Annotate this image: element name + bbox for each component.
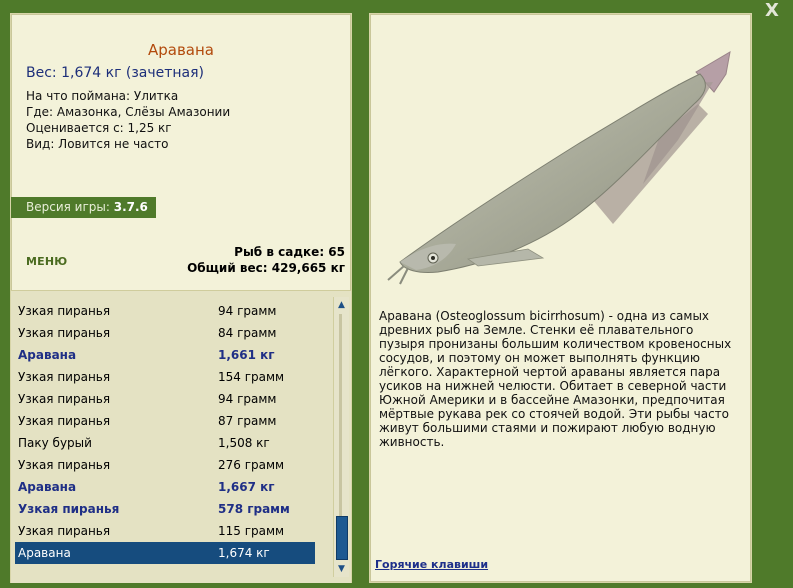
scroll-down-arrow-icon[interactable]: ▼ (338, 564, 345, 574)
catch-fish-name: Паку бурый (18, 436, 92, 450)
catch-list-row[interactable] (15, 498, 315, 520)
scroll-thumb[interactable] (336, 516, 348, 560)
location-info: Где: Амазонка, Слёзы Амазонии (26, 105, 231, 119)
fish-image (378, 44, 743, 289)
catch-fish-weight: 1,508 кг (218, 436, 270, 450)
catch-list-row[interactable] (15, 410, 315, 432)
catch-fish-name: Аравана (18, 480, 77, 494)
catch-list-row[interactable] (15, 388, 315, 410)
catch-list-row[interactable] (15, 322, 315, 344)
catch-list-row[interactable] (15, 476, 315, 498)
catch-list-scrollbar[interactable] (333, 297, 349, 577)
catch-fish-name: Узкая пиранья (18, 304, 111, 318)
game-version (11, 197, 156, 218)
catch-fish-name: Узкая пиранья (18, 392, 111, 406)
catch-fish-name: Аравана (18, 348, 77, 362)
catch-fish-weight: 94 грамм (218, 392, 277, 406)
catch-list-row[interactable] (15, 344, 315, 366)
fish-description-panel (369, 13, 752, 583)
catch-list-row[interactable] (15, 520, 315, 542)
catch-fish-weight: 276 грамм (218, 458, 285, 472)
catch-info-panel (10, 13, 352, 583)
rarity-info: Вид: Ловится не часто (26, 137, 169, 151)
catch-list-row[interactable] (15, 366, 315, 388)
catch-fish-weight: 154 грамм (218, 370, 285, 384)
catch-fish-weight: 1,667 кг (218, 480, 275, 494)
arowana-fish-illustration (378, 44, 743, 289)
scroll-up-arrow-icon[interactable]: ▲ (338, 300, 345, 310)
menu-button[interactable]: МЕНЮ (26, 255, 68, 268)
catch-fish-weight: 578 грамм (218, 502, 290, 516)
min-weight-info: Оценивается с: 1,25 кг (26, 121, 172, 135)
catch-fish-weight: 94 грамм (218, 304, 277, 318)
catch-fish-name: Узкая пиранья (18, 502, 120, 516)
fish-weight: Вес: 1,674 кг (зачетная) (26, 65, 205, 81)
catch-list-row[interactable] (15, 542, 315, 564)
catch-fish-weight: 1,661 кг (218, 348, 275, 362)
catch-list-row[interactable] (15, 300, 315, 322)
catch-fish-name: Аравана (18, 546, 71, 560)
keepnet-stats (187, 244, 345, 276)
version-label: Версия игры: (26, 200, 110, 214)
bait-info: На что поймана: Улитка (26, 89, 179, 103)
total-weight: Общий вес: 429,665 кг (187, 261, 345, 275)
catch-fish-name: Узкая пиранья (18, 524, 111, 538)
catch-list-row[interactable] (15, 432, 315, 454)
hotkeys-link[interactable]: Горячие клавиши (375, 558, 489, 571)
catch-fish-weight: 115 грамм (218, 524, 285, 538)
catch-list (11, 290, 351, 583)
catch-fish-name: Узкая пиранья (18, 326, 111, 340)
catch-fish-name: Узкая пиранья (18, 414, 111, 428)
fish-count: Рыб в садке: 65 (234, 245, 345, 259)
close-icon[interactable]: X (765, 0, 779, 21)
catch-fish-name: Узкая пиранья (18, 458, 111, 472)
catch-fish-weight: 1,674 кг (218, 546, 270, 560)
catch-list-row[interactable] (15, 454, 315, 476)
version-value: 3.7.6 (113, 200, 148, 214)
catch-fish-name: Узкая пиранья (18, 370, 111, 384)
catch-fish-weight: 87 грамм (218, 414, 277, 428)
fish-description: Аравана (Osteoglossum bicirrhosum) - одна из самых древних рыб на Земле. Стенки её плавательного пузыря пронизаны большим количеством кровеносных сосудов, и поэтому он может выполнять функцию лёгкого. Характерной чертой араваны является пара усиков на нижней челюсти. Обитает в северной части Южной Америки и в бассейне Амазонки, предпочитая мёртвые рукава рек со стоячей водой. Эти рыбы часто живут большими стаями и пожирают любую водную живность. (379, 309, 732, 449)
catch-fish-weight: 84 грамм (218, 326, 277, 340)
fish-title: Аравана (147, 41, 214, 59)
